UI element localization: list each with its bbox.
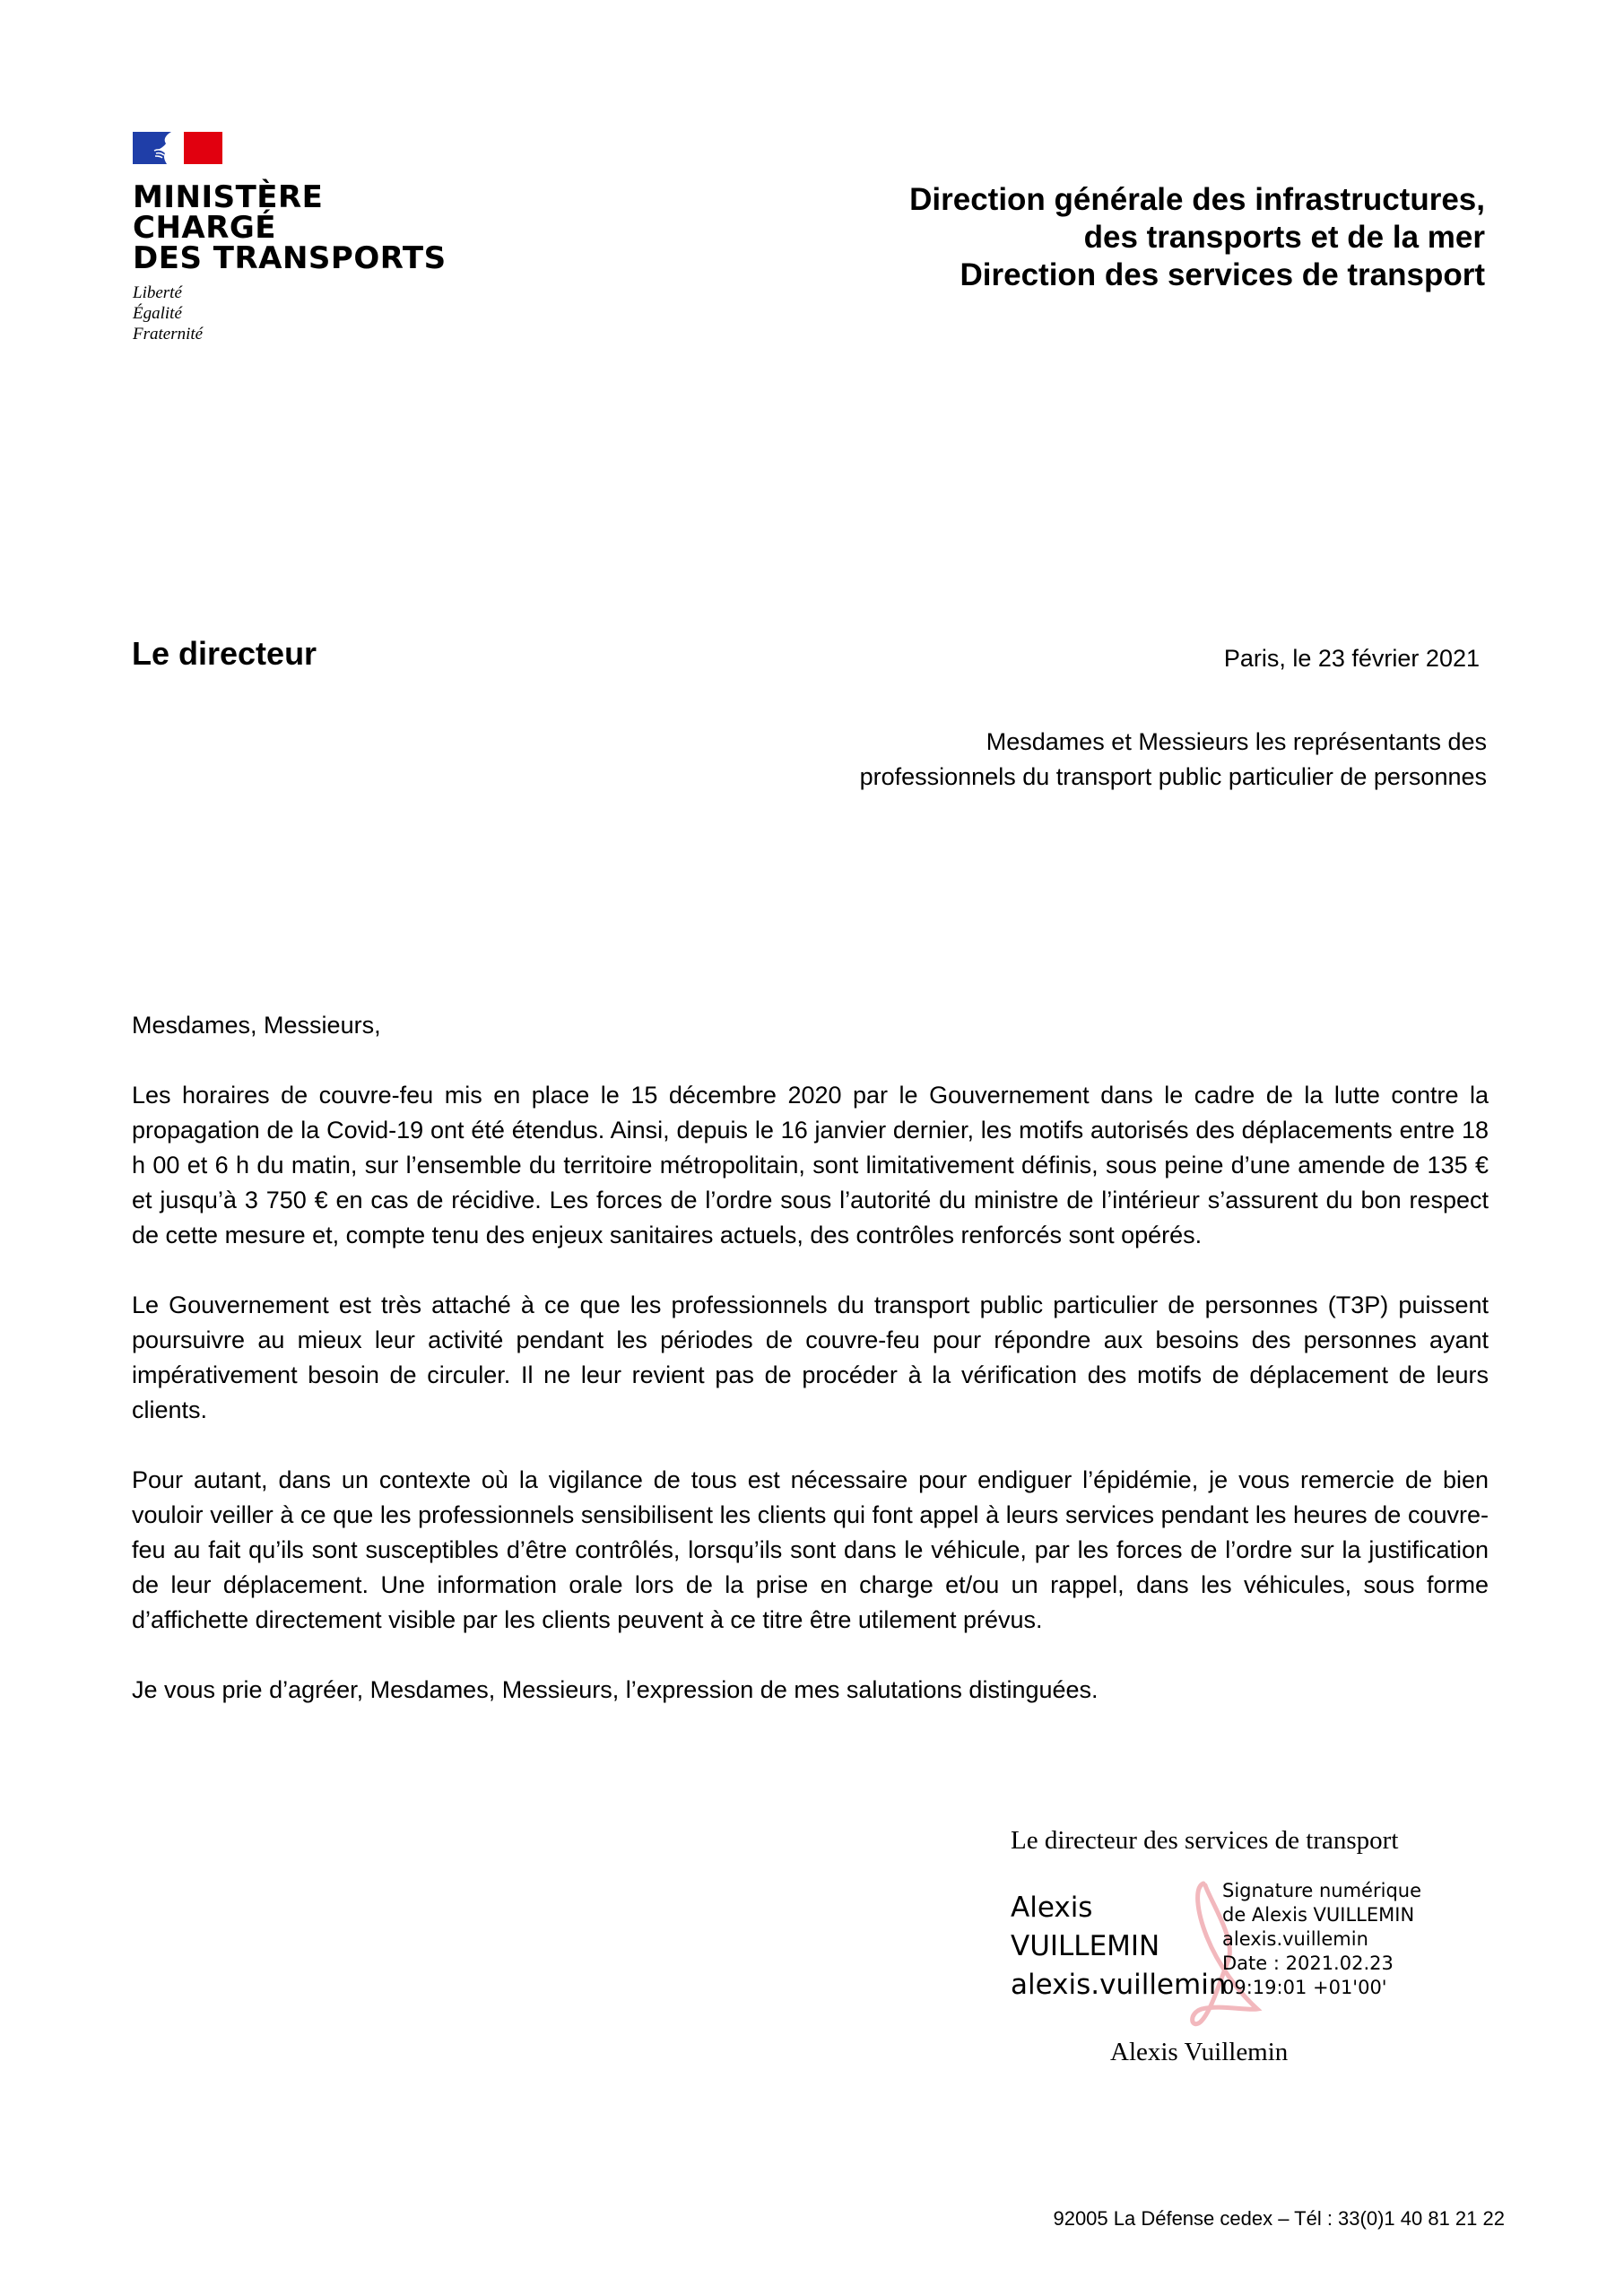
sender-label: Le directeur [132,635,317,672]
letter-body [132,1008,1489,1743]
header-organization [909,181,1485,294]
paragraph: Les horaires de couvre-feu mis en place le 15 décembre 2020 par le Gouvernement dans le cadre de la lutte contre la propagation de la Covid-19 ont été étendus. Ainsi, depuis le 16 janvier dernier, les motifs autorisés des déplacements entre 18 h 00 et 6 h du matin, sur l’ensemble du territoire métropolitain, sont limitativement définis, sous peine d’une amende de 135 € et jusqu’à 3 750 € en cas de récidive. Les forces de l’ordre sous l’autorité du ministre de l’intérieur s’assurent du bon respect de cette mesure et, compte tenu des enjeux sanitaires actuels, des contrôles renforcés sont opérés. [132,1082,1489,1248]
signature-detail-line: Signature numérique [1222,1880,1422,1901]
marianne-flag-icon [133,132,222,164]
motto-line: Liberté [133,283,182,302]
footer-address: 92005 La Défense cedex – Tél : 33(0)1 40 81 21 22 [1053,2207,1505,2230]
addressee-block: Mesdames et Messieurs les représentants des professionnels du transport public particulier de personnes [859,728,1487,790]
ministry-line: CHARGÉ [133,210,277,246]
ministry-logo [133,132,456,344]
signature-detail-line: alexis.vuillemin [1222,1928,1368,1950]
ministry-name [133,179,456,276]
paragraph: Pour autant, dans un contexte où la vigilance de tous est nécessaire pour endiguer l’épidémie, je vous remercie de bien vouloir veiller à ce que les professionnels sensibilisent les clients qui font appel à leurs services pendant les heures de couvre-feu au fait qu’ils sont susceptibles d’être contrôlés, lorsqu’ils sont dans le véhicule, par les forces de l’ordre sur la justification de leur déplacement. Une information orale lors de la prise en charge et/ou un rappel, dans les véhicules, sous forme d’affichette directement visible par les clients peuvent à ce titre être utilement prévus. [132,1466,1489,1633]
date-line: Paris, le 23 février 2021 [1223,645,1480,672]
signature-detail-line: 09:19:01 +01'00' [1222,1977,1387,1998]
org-line: des transports et de la mer [1083,220,1485,255]
ministry-line: MINISTÈRE [133,179,324,215]
org-line: Direction générale des infrastructures, [909,182,1485,217]
signature-detail-line: Date : 2021.02.23 [1222,1952,1394,1974]
signature-detail-line: de Alexis VUILLEMIN [1222,1904,1415,1926]
signature-caption: Le directeur des services de transport [1011,1826,1399,1855]
signer-name-line: Alexis [1011,1892,1093,1924]
paragraph: Le Gouvernement est très attaché à ce que les professionnels du transport public particulier de personnes (T3P) puissent poursuivre au mieux leur activité pendant les périodes de couvre-feu pour répondre aux besoins des personnes ayant impérativement besoin de circuler. Il ne leur revient pas de procéder à la vérification des motifs de déplacement de leurs clients. [132,1292,1489,1423]
printed-signer-name: Alexis Vuillemin [1110,2038,1289,2066]
closing: Je vous prie d’agréer, Mesdames, Messieurs, l’expression de mes salutations distinguées. [132,1676,1099,1703]
digital-signature-details [1222,1879,1421,2000]
republic-motto [133,283,456,344]
signer-name-line: alexis.vuillemin [1011,1969,1227,2001]
motto-line: Égalité [133,304,182,323]
org-line: Direction des services de transport [960,257,1485,292]
motto-line: Fraternité [133,325,204,344]
greeting: Mesdames, Messieurs, [132,1012,381,1039]
signer-name-line: VUILLEMIN [1011,1930,1160,1962]
ministry-line: DES TRANSPORTS [133,240,447,276]
signer-name [1011,1889,1226,2005]
marianne-profile-icon [152,132,185,164]
